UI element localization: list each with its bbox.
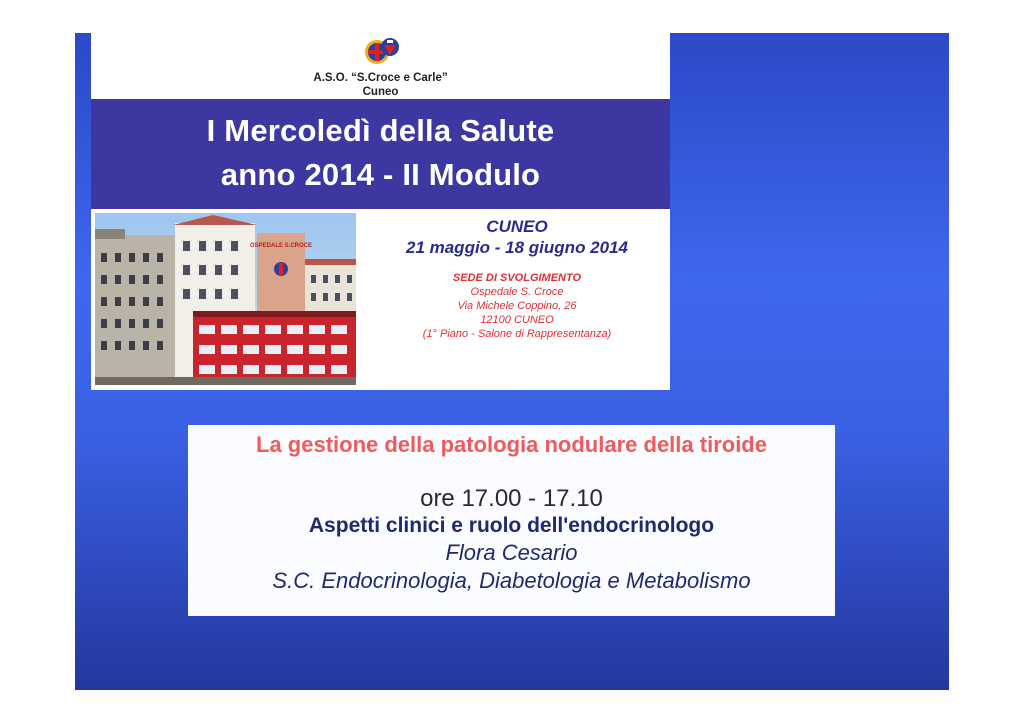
hospital-logo-icon <box>359 35 407 67</box>
speaker-department: S.C. Endocrinologia, Diabetologia e Metabolismo <box>272 568 751 593</box>
event-info <box>369 213 665 341</box>
event-header-card <box>91 33 670 390</box>
title-line-1: I Mercoledì della Salute <box>206 113 555 148</box>
hospital-photo <box>95 213 356 385</box>
event-city: CUNEO <box>486 217 548 236</box>
hospital-building-illustration <box>95 213 356 385</box>
venue-street: Via Michele Coppino, 26 <box>457 300 577 312</box>
session-topic: La gestione della patologia nodulare della tiroide <box>256 432 767 457</box>
org-city: Cuneo <box>362 86 399 98</box>
org-name: A.S.O. “S.Croce e Carle” <box>313 72 448 84</box>
venue-place: Ospedale S. Croce <box>470 286 564 298</box>
venue-room: (1° Piano - Salone di Rappresentanza) <box>422 328 612 340</box>
building-sign: OSPEDALE S.CROCE <box>249 243 313 249</box>
venue-heading: SEDE DI SVOLGIMENTO <box>452 272 582 284</box>
title-band <box>91 99 670 209</box>
session-card <box>188 425 835 616</box>
logo-area <box>91 33 670 99</box>
event-dates: 21 maggio - 18 giugno 2014 <box>405 238 628 257</box>
speaker-name: Flora Cesario <box>445 540 578 565</box>
slide <box>75 33 949 690</box>
talk-title: Aspetti clinici e ruolo dell'endocrinologo <box>308 514 715 537</box>
session-time: ore 17.00 - 17.10 <box>420 485 603 512</box>
venue-block <box>369 271 665 341</box>
title-line-2: anno 2014 - II Modulo <box>220 157 541 192</box>
venue-postcode: 12100 CUNEO <box>480 314 554 326</box>
